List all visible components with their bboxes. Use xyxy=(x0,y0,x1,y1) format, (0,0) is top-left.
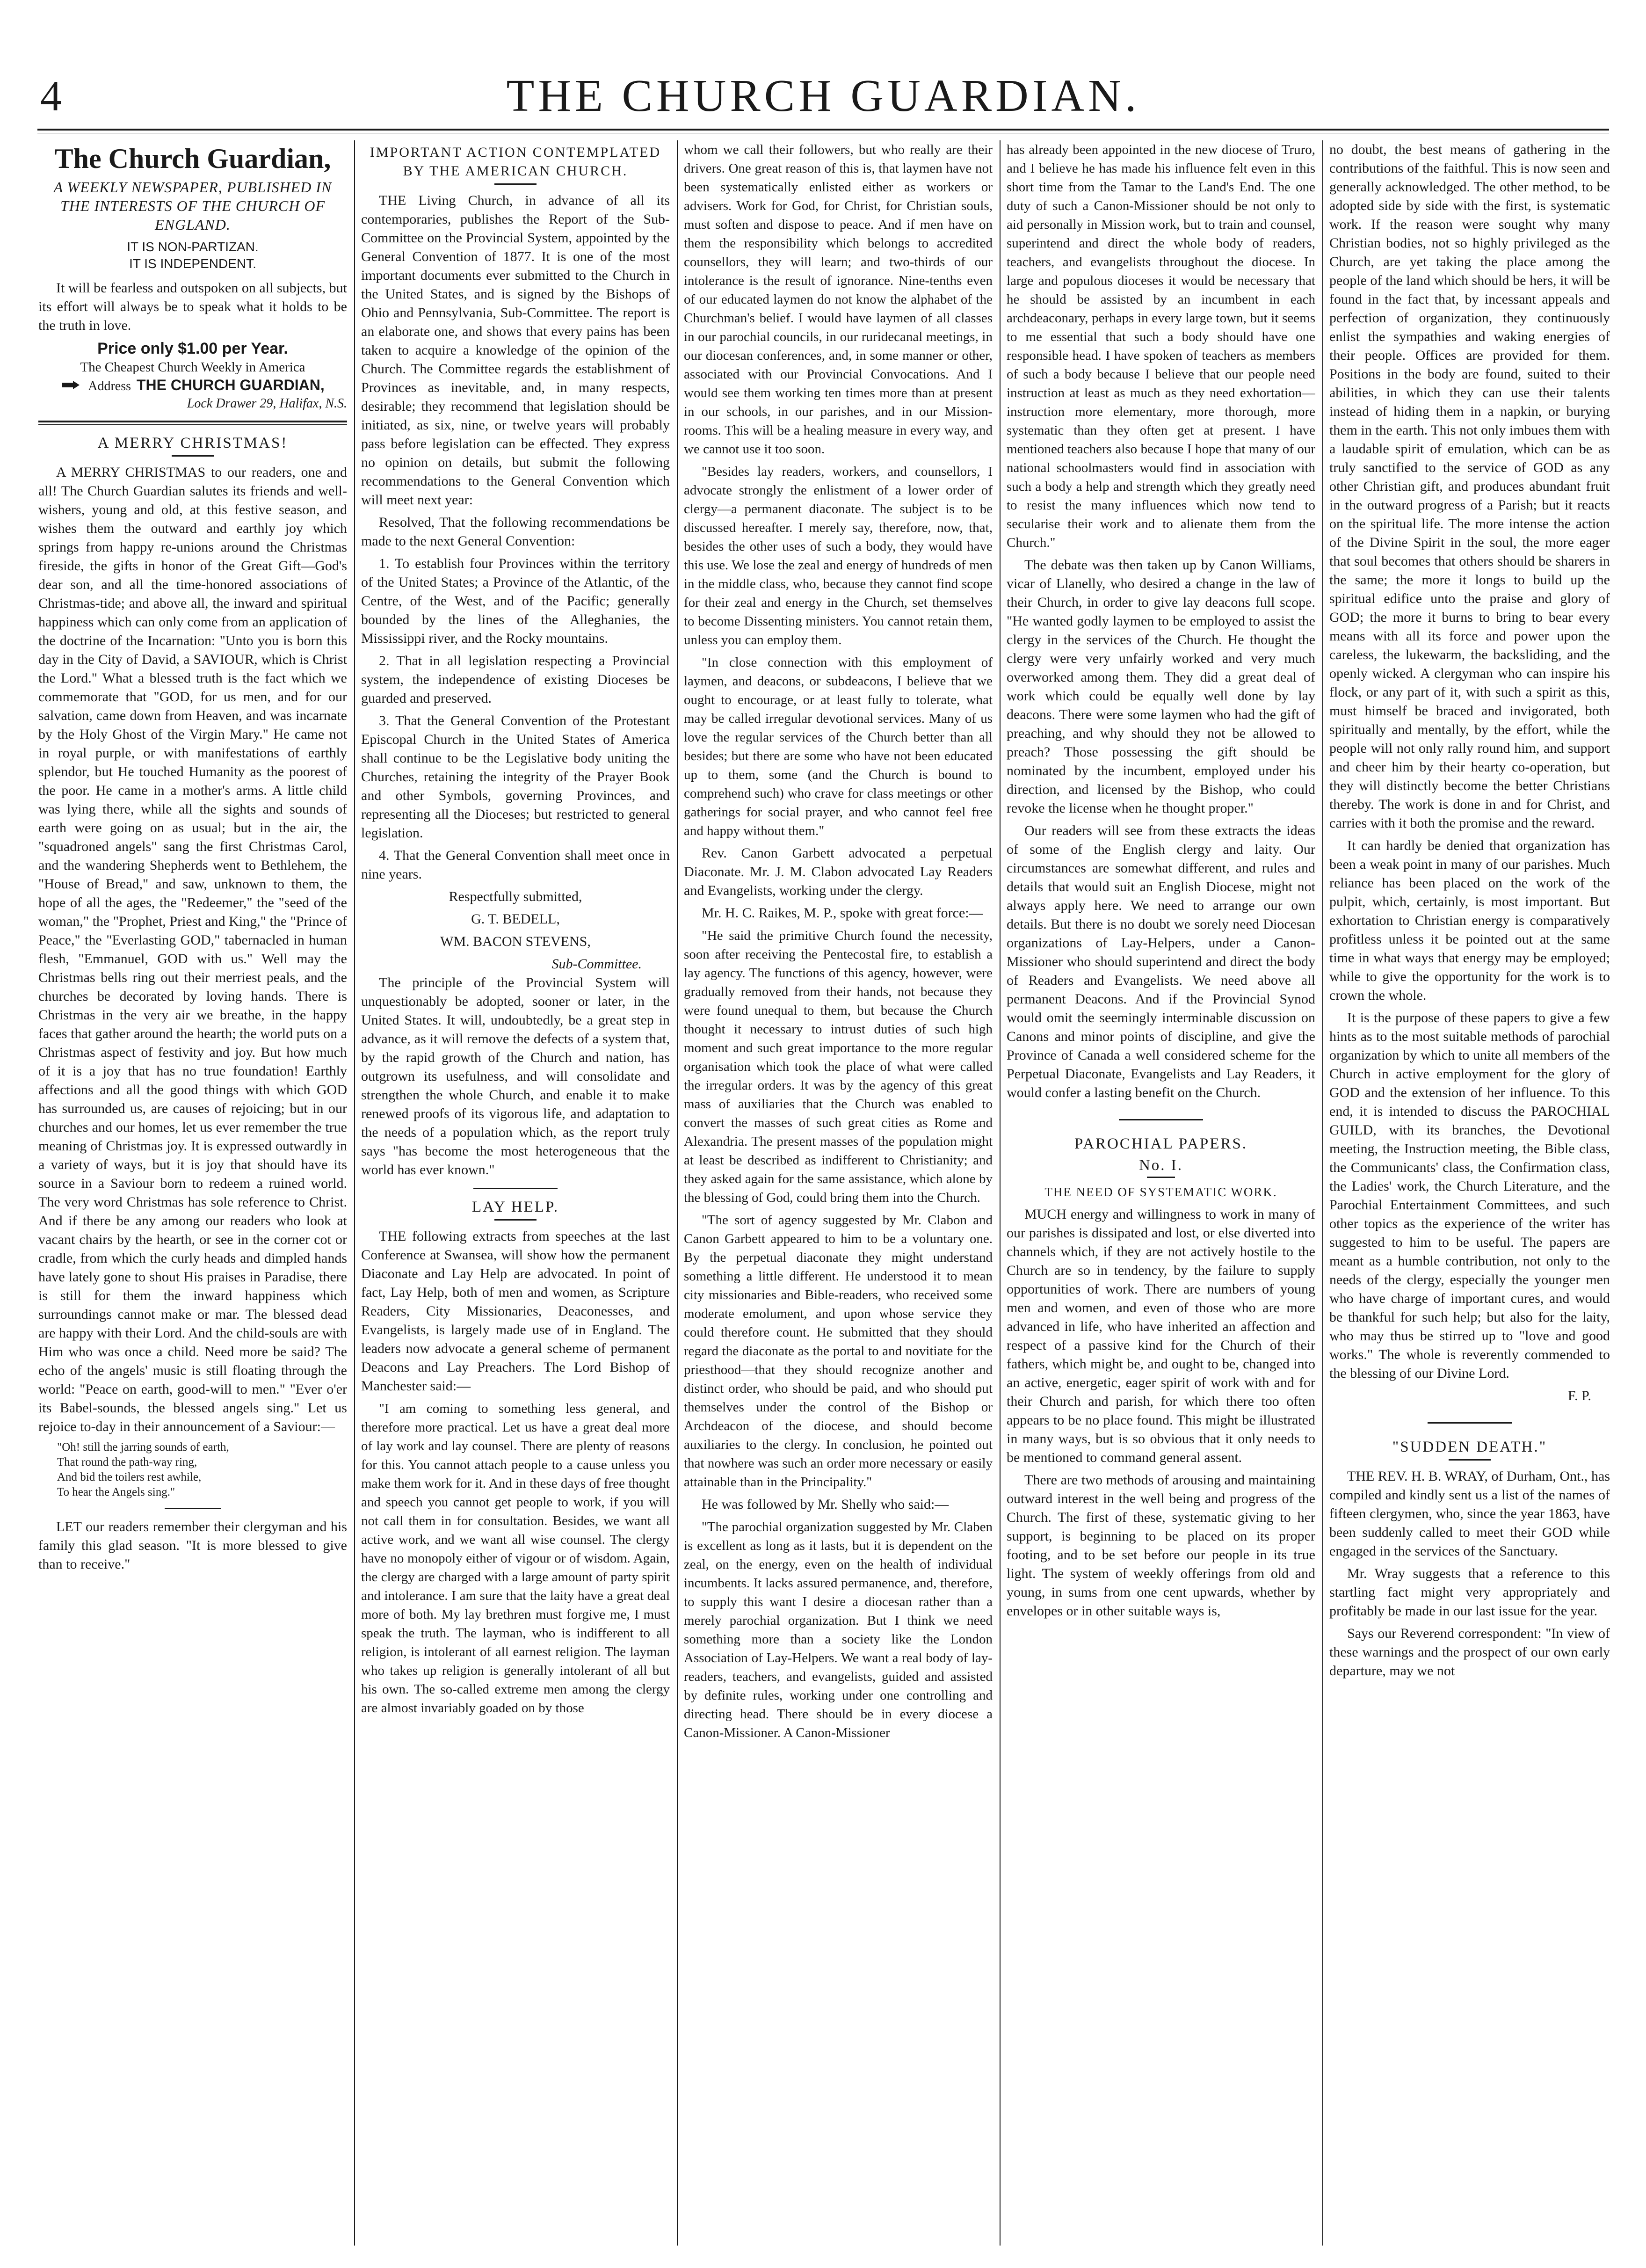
article-paragraph: 2. That in all legislation respecting a Provincial system, the independence of existing Dioceses be guarded and preserved. xyxy=(361,653,670,706)
section-rule xyxy=(165,1508,221,1509)
article-paragraph: "The sort of agency suggested by Mr. Clabon and Canon Garbett appeared to him to be a voluntary one. By the perpetual diaconate they might understand something a little different. He understood it to mean city missionaries and Bible-readers, who received some moderate emolument, and upon whose service they could therefore count. He submitted that they should regard the diaconate as the portal to and novitiate for the priesthood—that they should recognize another and distinct order, who should be paid, and who should put themselves under the control of the Bishop or Archdeacon of the diocese, and should become auxiliaries to the clergy. In conclusion, he pointed out that nowhere was such an order more necessary or easily attainable than in the Principality." xyxy=(684,1213,993,1490)
address-line xyxy=(38,376,347,395)
title-rule xyxy=(494,183,537,185)
cheapest-note: The Cheapest Church Weekly in America xyxy=(80,360,305,375)
address-location: Lock Drawer 29, Halifax, N.S. xyxy=(187,396,347,411)
poem xyxy=(38,1440,347,1500)
article-paragraph: The principle of the Provincial System will unquestionably be adopted, sooner or later, in the United States. It will, undoubtedly, be a great step in advance, as it will remove the defects of a system that, by the rapid growth of the Church and nation, has outgrown its usefulness, and will consolidate and strengthen the whole Church, and enable it to make renewed proofs of its vigorous life, and adaptation to the needs of a population which, as the report truly says "has become the most heterogeneous that the world has ever known." xyxy=(361,975,670,1178)
article-paragraph: Resolved, That the following recommendations be made to the next General Convention: xyxy=(361,515,670,549)
article-paragraph: He was followed by Mr. Shelly who said:— xyxy=(702,1497,949,1512)
poem-line: To hear the Angels sing." xyxy=(57,1486,175,1498)
article-title: LAY HELP. xyxy=(472,1199,559,1215)
address-name: THE CHURCH GUARDIAN, xyxy=(137,377,325,393)
article-paragraph: "The parochial organization suggested by Mr. Claben is excellent as long as it lasts, but it is dependent on the zeal, on the energy, even on the health of individual incumbents. It lacks assured permanence, and, therefore, to supply this want I desire a diocesan rather than a merely parochial organization. But I think we need something more than a society like the London Association of Lay-Helpers. We want a real body of lay-readers, teachers, and evangelists, guided and assisted by definite rules, working under one controlling and directing head. There should be in every diocese a Canon-Missioner. A Canon-Missioner xyxy=(684,1519,993,1740)
section-rule xyxy=(1428,1422,1512,1424)
subscription-price: Price only $1.00 per Year. xyxy=(97,340,288,357)
article-paragraph: "He said the primitive Church found the necessity, soon after receiving the Pentecostal fire, to establish a lay agency. The functions of this agency, however, were gradually removed from their hands, not because they were found unequal to them, but because the Church thought it necessary to intrust duties of such high moment and such great importance to the more regular organisation which took the place of what were called the irregular orders. It was by the agency of this great mass of auxiliaries that the Church was enabled to convert the masses of such great cities as Rome and Alexandria. The present masses of the population might at least be described as indifferent to Christianity; and they asked again for the same assistance, which alone by the blessing of God, could bring them into the Church. xyxy=(684,928,993,1205)
masthead-title: THE CHURCH GUARDIAN. xyxy=(506,71,1140,121)
pointing-hand-icon xyxy=(61,378,82,388)
article-paragraph: Says our Reverend correspondent: "In view of these warnings and the prospect of our own early departure, may we not xyxy=(1329,1626,1610,1679)
article-paragraph: Mr. Wray suggests that a reference to this startling fact might very appropriately and profitably be made in our last issue for the year. xyxy=(1329,1566,1610,1619)
title-rule xyxy=(1449,1459,1491,1461)
article-paragraph: has already been appointed in the new diocese of Truro, and I believe he has made his influence felt even in this short time from the Tamar to the Land's End. The one duty of such a Canon-Missioner should be not only to aid personally in Mission work, but to train and counsel, superintend and direct the whole body of readers, teachers, and evangelists throughout the diocese. In large and populous dioceses it would be necessary that he should be assisted by an incumbent in each archdeaconary, perhaps in every large town, but it seems to me essential that such a body should have one responsible head. I have spoken of teachers as members of such a body because I believe that our people need instruction at least as much as they need exhortation—instruction more elementary, more thorough, more systematic than they often get at present. I have mentioned teachers also because I hope that many of our national schoolmasters would find in association with such a body a help and strength which they greatly need to resist the many influences which now tend to secularise their work and to alienate them from the Church." xyxy=(1007,142,1315,550)
signature-line: G. T. BEDELL, xyxy=(471,911,560,927)
column-5 xyxy=(1329,140,1610,2246)
article-title: IMPORTANT ACTION CONTEMPLATED BY THE AMERICAN CHURCH. xyxy=(370,145,661,179)
article-paragraph: 1. To establish four Provinces within the territory of the United States; a Province of the Atlantic, of the Centre, of the West, and of the Pacific; generally bounded by the lines of the Alleghanies, the Mississippi river, and the Rocky mountains. xyxy=(361,556,670,646)
header-rule xyxy=(37,129,1609,131)
intro-paragraph: It will be fearless and outspoken on all subjects, but its effort will always be to speak what it holds to be the truth in love. xyxy=(38,280,347,333)
article-paragraph: There are two methods of arousing and maintaining outward interest in the well being and progress of the Church. The first of these, systematic giving to her support, is beginning to be placed on its proper footing, and to be set before our people in its true light. The system of weekly offerings from old and young, in sums from one cent upwards, whether by envelopes or in other suitable ways is, xyxy=(1007,1472,1315,1619)
article-number: No. I. xyxy=(1138,1157,1183,1174)
column-4 xyxy=(1007,140,1315,2246)
article-paragraph: Mr. H. C. Raikes, M. P., spoke with great force:— xyxy=(702,905,983,921)
article-paragraph: 3. That the General Convention of the Protestant Episcopal Church in the United States of America shall continue to be the Legislative body uniting the Churches, retaining the integrity of the Prayer Book and other Symbols, governing Provinces, and representing all the Dioceses; but restricted to general legislation. xyxy=(361,713,670,841)
poem-line: And bid the toilers rest awhile, xyxy=(57,1471,202,1483)
signature-line: Respectfully submitted, xyxy=(449,889,582,904)
column-divider xyxy=(1000,140,1001,2246)
article-paragraph: no doubt, the best means of gathering in the contributions of the faithful. This is now seen and generally acknowledged. The other method, to be adopted side by side with the first, is systematic work. If the reason were sought why many Christian bodies, not so highly privileged as the Church, are yet taking the place among the people of the land which should be hers, it will be found in the fact that, by incessant appeals and perfection of organization, they continuously enlist the sympathies and waking energies of their people. Offices are provided for them. Positions in the body are found, suited to their abilities, in which they can use their talents instead of hiding them in a napkin, or burying them in the earth. This not only imbues them with a laudable spirit of emulation, which can be as truly sanctified to the service of GOD as any other Christian gift, and produces abundant fruit in the outward progress of a Parish; but it reacts on the spiritual life. The more intense the action of the Divine Spirit in the soul, the more eager that soul becomes that others should be sharers in the same; the more it longs to build up the spiritual edifice unto the praise and glory of GOD; the more it burns to bring to bear every means with all its force and power upon the careless, the lukewarm, the backsliding, and the openly wicked. A clergyman who can inspire his flock, or any part of it, with such a spirit as this, must himself be braced and invigorated, both spiritually and mentally, by the effort, while the people will not only rally round him, and support and cheer him by their hearty co-operation, but they will distinctly become the better Christians thereby. The work is done in and for Christ, and carries with it both the promise and the reward. xyxy=(1329,142,1610,831)
article-paragraph: Rev. Canon Garbett advocated a perpetual Diaconate. Mr. J. M. Clabon advocated Lay Readers and Evangelists, working under the clergy. xyxy=(684,845,993,898)
section-rule xyxy=(38,421,347,425)
article-paragraph: The debate was then taken up by Canon Williams, vicar of Llanelly, who desired a change in the law of their Church, in order to give lay deacons full scope. "He wanted godly laymen to be employed to assist the clergy in the services of the Church. He thought the clergy were very unfairly worked and very much overworked among them. They did a great deal of work which could be equally well done by lay deacons. There were some laymen who had the gift of preaching, and why should they not be allowed to preach? Those possessing the gift should be nominated by the incumbent, employed under his direction, and licensed by the Bishop, who could revoke the license when he thought proper." xyxy=(1007,557,1315,816)
page-number: 4 xyxy=(40,72,62,120)
article-title: A MERRY CHRISTMAS! xyxy=(97,435,288,451)
article-paragraph: whom we call their followers, but who really are their drivers. One great reason of this is, that laymen have not been systematically enlisted either as workers or advisers. Work for God, for Christ, for Christian souls, must soften and dispose to peace. And if men have on them the responsibility which belongs to accredited counsellors, they will learn; and two-thirds of our intolerance is the result of ignorance. Nine-tenths even of our educated laymen do not know the alphabet of the Churchman's belief. I would have laymen of all classes in our parochial councils, in our ruridecanal meetings, in our diocesan conferences, and, in some manner or other, associated with our Provincial Convocations. And I would see them working ten times more than at present in our schools, in our parishes, and in our Mission-rooms. This will be a healing measure in every way, and we cannot use it too soon. xyxy=(684,142,993,457)
article-paragraph: Our readers will see from these extracts the ideas of some of the English clergy and laity. Our circumstances are somewhat different, and rules and details that would suit an English Diocese, might not always apply here. We need to arrange our own details. But there is no doubt we sorely need Diocesan organizations of Lay-Helpers, under a Canon-Missioner who should superintend and direct the body of Readers and Evangelists. We need above all permanent Deacons. And if the Provincial Synod would omit the seemingly interminable discussion on Canons and minor points of discipline, and give the Province of Canada a well considered scheme for the Perpetual Diaconate, Evangelists and Lay Readers, it would confer a lasting benefit on the Church. xyxy=(1007,823,1315,1100)
section-rule xyxy=(473,1188,558,1189)
title-rule xyxy=(172,455,214,457)
paper-title: The Church Guardian, xyxy=(54,143,331,174)
column-divider xyxy=(354,140,355,2246)
article-paragraph: MUCH energy and willingness to work in many of our parishes is dissipated and lost, or else diverted into channels which, if they are not actively hostile to the Church are so in tendency, by the failure to supply opportunities of work. There are numbers of young men and women, and even of those who are more advanced in life, who have inherited an affection and respect of a passive kind for the Church of their fathers, which might be, and ought to be, changed into an active, energetic, eager spirit of work with and for their Church and parish, for which there too often appears to be no place found. This might be illustrated in many ways, but is so obvious that it only needs to be mentioned to command general assent. xyxy=(1007,1207,1315,1465)
article-paragraph: 4. That the General Convention shall meet once in nine years. xyxy=(361,848,670,882)
article-paragraph: It is the purpose of these papers to give a few hints as to the most suitable methods of parochial organization by which to unite all members of the Church in active employment for the glory of GOD and the extension of her influence. To this end, it is intended to discuss the PAROCHIAL GUILD, with its branches, the Devotional meeting, the Instruction meeting, the Bible class, the Communicants' class, the Confirmation class, the Ladies' work, the Church Literature, and the Parochial Entertainment Committees, and such other topics as the experience of the writer has suggested to him to be useful. The papers are meant as a humble contribution, not only to the needs of the clergy, especially the younger men who have charge of important cures, and would be thankful for such help; but also for the laity, who may thus be stirred up to "love and good works." The whole is reverently commended to the blessing of our Divine Lord. xyxy=(1329,1010,1610,1381)
article-paragraph: THE following extracts from speeches at the last Conference at Swansea, will show how the permanent Diaconate and Lay Help are advocated. In point of fact, Lay Help, both of men and women, as Scripture Readers, City Missionaries, Deaconesses, and Evangelists, is largely made use of in England. The leaders now advocate a general scheme of permanent Deacons and Lay Preachers. The Lord Bishop of Manchester said:— xyxy=(361,1228,670,1394)
signature-line: F. P. xyxy=(1567,1388,1591,1403)
article-paragraph: A MERRY CHRISTMAS to our readers, one and all! The Church Guardian salutes its friends and well-wishers, young and old, at this festive season, and wishes them the outward and earthly joy which springs from happy re-unions around the Christmas fireside, the gifts in honor of the Great Gift—God's dear son, and all the time-honored associations of Christmas-tide; and above all, the inward and spiritual happiness which can only come from an application of the doctrine of the Incarnation: "Unto you is born this day in the City of David, a SAVIOUR, which is Christ the Lord." What a blessed truth is the fact which we commemorate that "GOD, for us men, and for our salvation, came down from Heaven, and was incarnate by the Holy Ghost of the Virgin Mary." He came not in royal purple, or with manifestations of earthly splendor, but He touched Humanity as the poorest of the poor. He came in a mother's arms. A little child was lying there, while all the sights and sounds of earth were going on as usual; but in the air, the "squadroned angels" sang the first Christmas Carol, and the wandering Shepherds went to Bethlehem, the "House of Bread," and saw, unknown to them, the hope of all the ages, the "Redeemer," the "seed of the woman," the "Prophet, Priest and King," the "Prince of Peace," the "Everlasting GOD," tabernacled in human flesh, "Emmanuel, GOD with us." Well may the Christmas bells ring out their merriest peals, and the churches be decorated by loving hands. There is Christmas in the very air we breathe, in the happy faces that gather around the hearth; the world puts on a Christmas aspect of festivity and joy. But how much of it is a joy that has no true foundation! Earthly affections and all the good things with which GOD has surrounded us, are causes of rejoicing; but in our churches and our homes, let us ever remember the true meaning of Christmas joy. It is expressed outwardly in a variety of ways, but it is joy that should have its source in a Saviour born to redeem a ruined world. The very word Christmas has sole reference to Christ. And if there be any among our readers who look at vacant chairs by the hearth, or see in the corner cot or cradle, from which the curly heads and dimpled hands have lately gone to shout His praises in Paradise, there is still for them the inward happiness which surroundings cannot make or mar. The blessed dead are happy with their Lord. And the child-souls are with Him who was once a child. Need more be said? The echo of the angels' music is still floating through the world: "Peace on earth, good-will to men." "Ever o'er its Babel-sounds, the blessed angels sing." Let us rejoice to-day in their announcement of a Saviour:— xyxy=(38,465,347,1434)
column-3 xyxy=(684,140,993,2246)
column-divider xyxy=(677,140,678,2246)
article-subtitle: THE NEED OF SYSTEMATIC WORK. xyxy=(1044,1185,1277,1199)
column-divider xyxy=(1322,140,1323,2246)
section-rule xyxy=(1119,1119,1203,1120)
title-rule xyxy=(1147,1177,1175,1178)
signature-line: WM. BACON STEVENS, xyxy=(440,934,591,949)
address-label: Address xyxy=(88,379,131,393)
poem-line: "Oh! still the jarring sounds of earth, xyxy=(57,1441,229,1454)
article-paragraph: "Besides lay readers, workers, and counsellors, I advocate strongly the enlistment of a lower order of clergy—a permanent diaconate. The subject is to be discussed hereafter. I merely say, therefore, now, that, besides the other uses of such a body, they would have this use. We lose the zeal and energy of hundreds of men in the middle class, who, because they cannot find scope for their zeal and energy in the Church, set themselves to become Dissenting ministers. You cannot retain them, unless you can employ them. xyxy=(684,464,993,647)
article-paragraph: LET our readers remember their clergyman and his family this glad season. "It is more blessed to give than to receive." xyxy=(38,1519,347,1572)
article-paragraph: THE Living Church, in advance of all its contemporaries, publishes the Report of the Sub-Committee on the Provincial System, appointed by the General Convention of 1877. It is one of the most important documents ever submitted to the Church in the United States, and is signed by the Bishops of Ohio and Pennsylvania, Sub-Committee. The report is an elaborate one, and shows that every pains has been taken to acquire a knowledge of the opinion of the Church. The Committee regards the establishment of Provinces as inevitable, and, in many respects, desirable; they recommend that legislation should be initiated, as six, nine, or twelve years will probably pass before legislation can be effected. They express no opinion on details, but submit the following recommendations to the General Convention which will meet next year: xyxy=(361,193,670,508)
article-title: "SUDDEN DEATH." xyxy=(1392,1439,1547,1455)
creed-line: IT IS NON-PARTIZAN. xyxy=(127,240,259,254)
article-paragraph: It can hardly be denied that organization has been a weak point in many of our parishes. Much reliance has been placed on the work of the pulpit, which, certainly, is most important. But exhortation to Christian energy is comparatively profitless unless it be pointed out at the same time in what ways that energy may be employed; while to give the opportunity for the work is to crown the whole. xyxy=(1329,838,1610,1003)
paper-tagline: A WEEKLY NEWSPAPER, PUBLISHED IN THE INTERESTS OF THE CHURCH OF ENGLAND. xyxy=(53,179,332,233)
creed-line: IT IS INDEPENDENT. xyxy=(129,256,256,271)
column-1 xyxy=(38,140,347,2246)
article-paragraph: "In close connection with this employment of laymen, and deacons, or subdeacons, I believe that we ought to encourage, or at least fully to tolerate, what may be called irregular devotional services. Many of us love the regular services of the Church better than all besides; but there are some who have not been educated up to them, some (and the Church is bound to comprehend such) who crave for class meetings or other gatherings for social prayer, and who cannot feel free and happy without them." xyxy=(684,655,993,838)
article-paragraph: "I am coming to something less general, and therefore more practical. Let us have a great deal more of lay work and lay counsel. There are plenty of reasons for this. You cannot attach people to a cause unless you make them work for it. And in these days of free thought and speech you cannot get people to work, if you will not call them in for consultation. Besides, we want all active work, and we want all wise counsel. The clergy have no monopoly either of vigour or of wisdom. Again, the clergy are charged with a large amount of party spirit and intolerance. I am sure that the laity have a great deal more of both. My lay brethren must forgive me, I must speak the truth. The layman, who is indifferent to all religion, is intolerant of all earnest religion. The layman who takes up religion is generally intolerant of all but his own. The so-called extreme men among the clergy are almost invariably goaded on by those xyxy=(361,1401,670,1716)
column-2 xyxy=(361,140,670,2246)
poem-line: That round the path-way ring, xyxy=(57,1456,197,1468)
title-rule xyxy=(494,1219,537,1221)
signature-line: Sub-Committee. xyxy=(551,956,642,972)
article-title: PAROCHIAL PAPERS. xyxy=(1074,1135,1248,1152)
page-header xyxy=(37,70,1609,126)
article-paragraph: THE REV. H. B. WRAY, of Durham, Ont., has compiled and kindly sent us a list of the names of fifteen clergymen, who, since the year 1863, have been suddenly called to meet their GOD while engaged in the services of the Sanctuary. xyxy=(1329,1468,1610,1559)
